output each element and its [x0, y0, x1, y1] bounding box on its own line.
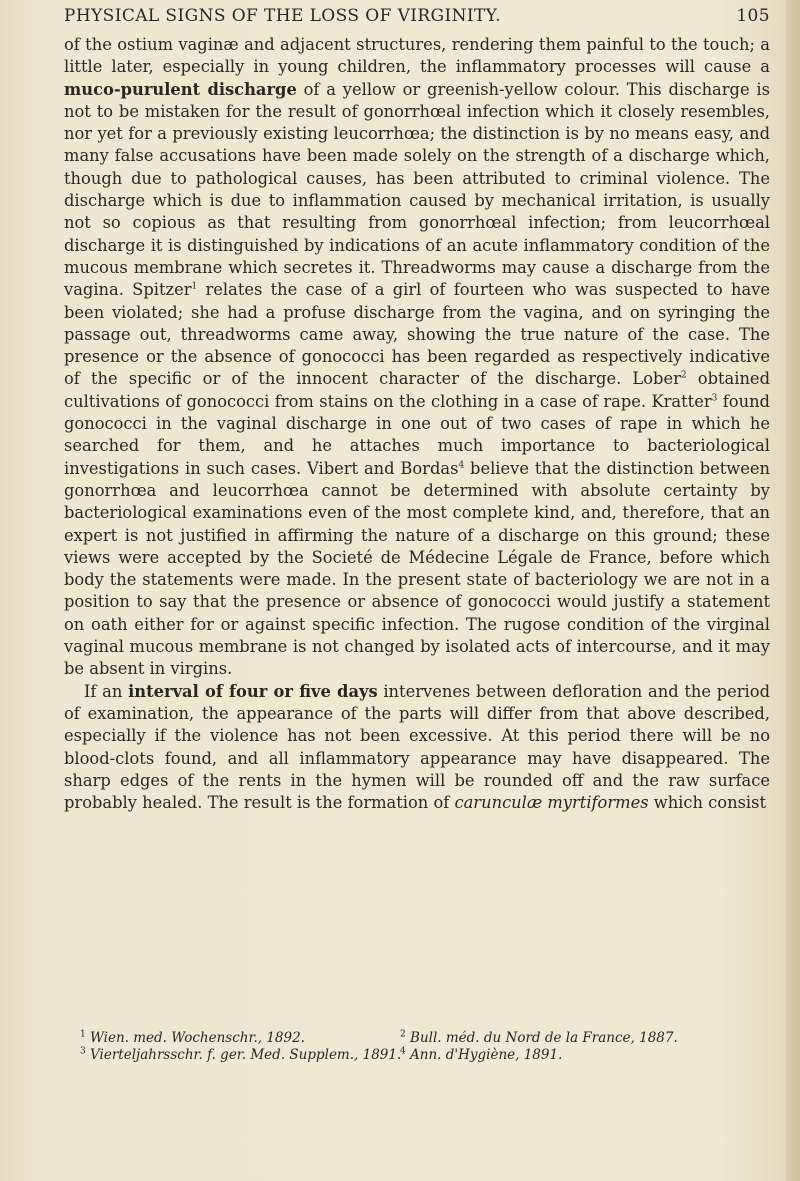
- footnote-ref-3[interactable]: 3: [711, 393, 718, 404]
- footnote-number: 2: [400, 1029, 406, 1040]
- text-run: of a yellow or greenish-yellow colour. This discharge is not to be mistaken for the result of gonorrhœal infection which it closely resembles, nor yet for a previously existing leucorrhœa; the distinction is by no means easy, and many false accusations have been made solely on the strength of a discharge which, though due to pathological causes, has been attributed to criminal violence. The discharge which is due to inflammation caused by mechanical irritation, is usually not so copious as that resulting from gonorrhœal infection; from leucorrhœal discharge it is distinguished by indications of an acute inflammatory condition of the mucous membrane which secretes it. Threadworms may cause a discharge from the vagina. Spitzer: [64, 79, 770, 300]
- paragraph-2: [64, 681, 770, 815]
- footnote-number: 3: [80, 1046, 86, 1057]
- footnote-ref-2[interactable]: 2: [680, 371, 687, 382]
- text-run: believe that the distinction between gonorrhœa and leucorrhœa cannot be determined with absolute certainty by bacteriological examinations even of the most complete kind, and, therefore, that an expert is not justified in affirming the nature of a discharge on this ground; these views were accepted by the Societé de Médecine Légale de France, before which body the statements were made. In the present state of bacteriology we are not in a position to say that the presence or absence of gonococci would justify a statement on oath either for or against specific infection. The rugose condition of the virginal vaginal mucous membrane is not changed by isolated acts of intercourse, and it may be absent in virgins.: [64, 458, 770, 679]
- page-number: 105: [736, 6, 770, 26]
- footnote-3: [80, 1047, 401, 1064]
- running-title: PHYSICAL SIGNS OF THE LOSS OF VIRGINITY.: [64, 6, 502, 26]
- footnotes: [80, 1030, 770, 1064]
- text-run: which consist: [648, 793, 767, 813]
- italic-term: carunculæ myrtiformes: [454, 793, 649, 813]
- footnote-row: [80, 1030, 770, 1047]
- paragraph-1: [64, 34, 770, 681]
- text-run: If an: [84, 681, 129, 701]
- footnote-4: [400, 1047, 562, 1064]
- text-run: obtained cultivations of gonococci from stains on the clothing in a case of rape. Kratter: [64, 369, 770, 411]
- text-run: of the ostium vaginæ and adjacent structures, rendering them painful to the touch; a little later, especially in young children, the inflammatory processes will cause a: [64, 35, 770, 77]
- footnote-text: Wien. med. Wochenschr., 1892.: [90, 1030, 305, 1046]
- footnote-text: Ann. d'Hygiène, 1891.: [410, 1047, 563, 1063]
- text-run: relates the case of a girl of fourteen who was suspected to have been violated; she had a profuse discharge from the vagina, and on syringing the passage out, threadworms came away, showing the true nature of the case. The presence or the absence of gonococci has been regarded as respectively indicative of the specific or of the innocent character of the discharge. Lober: [64, 280, 770, 389]
- footnote-text: Bull. méd. du Nord de la France, 1887.: [410, 1030, 678, 1046]
- page-edge-shadow: [786, 0, 800, 1181]
- emphasis-term: muco-purulent discharge: [64, 79, 297, 99]
- text-run: intervenes between defloration and the period of examination, the appearance of the parts will differ from that above described, especially if the violence has not been excessive. At this period there will be no blood-clots found, and all inflammatory appearance may have disappeared. The sharp edges of the rents in the hymen will be rounded off and the raw surface probably healed. The result is the formation of: [64, 681, 770, 813]
- body-text: [64, 34, 770, 814]
- footnote-ref-1[interactable]: 1: [191, 281, 198, 292]
- text-run: found gonococci in the vaginal discharge in one out of two cases of rape in which he searched for them, and he attaches much importance to bacteriological investigations in such cases. Vibert and Bordas: [64, 391, 770, 478]
- footnote-ref-4[interactable]: 4: [458, 460, 465, 471]
- emphasis-term: interval of four or five days: [128, 681, 378, 701]
- footnote-number: 1: [80, 1029, 86, 1040]
- footnote-text: Vierteljahrsschr. f. ger. Med. Supplem., 1891.: [90, 1047, 402, 1063]
- footnote-2: [400, 1030, 678, 1047]
- footnote-row: [80, 1047, 770, 1064]
- footnote-1: [80, 1030, 305, 1047]
- page-header: [64, 6, 770, 34]
- footnote-number: 4: [400, 1046, 406, 1057]
